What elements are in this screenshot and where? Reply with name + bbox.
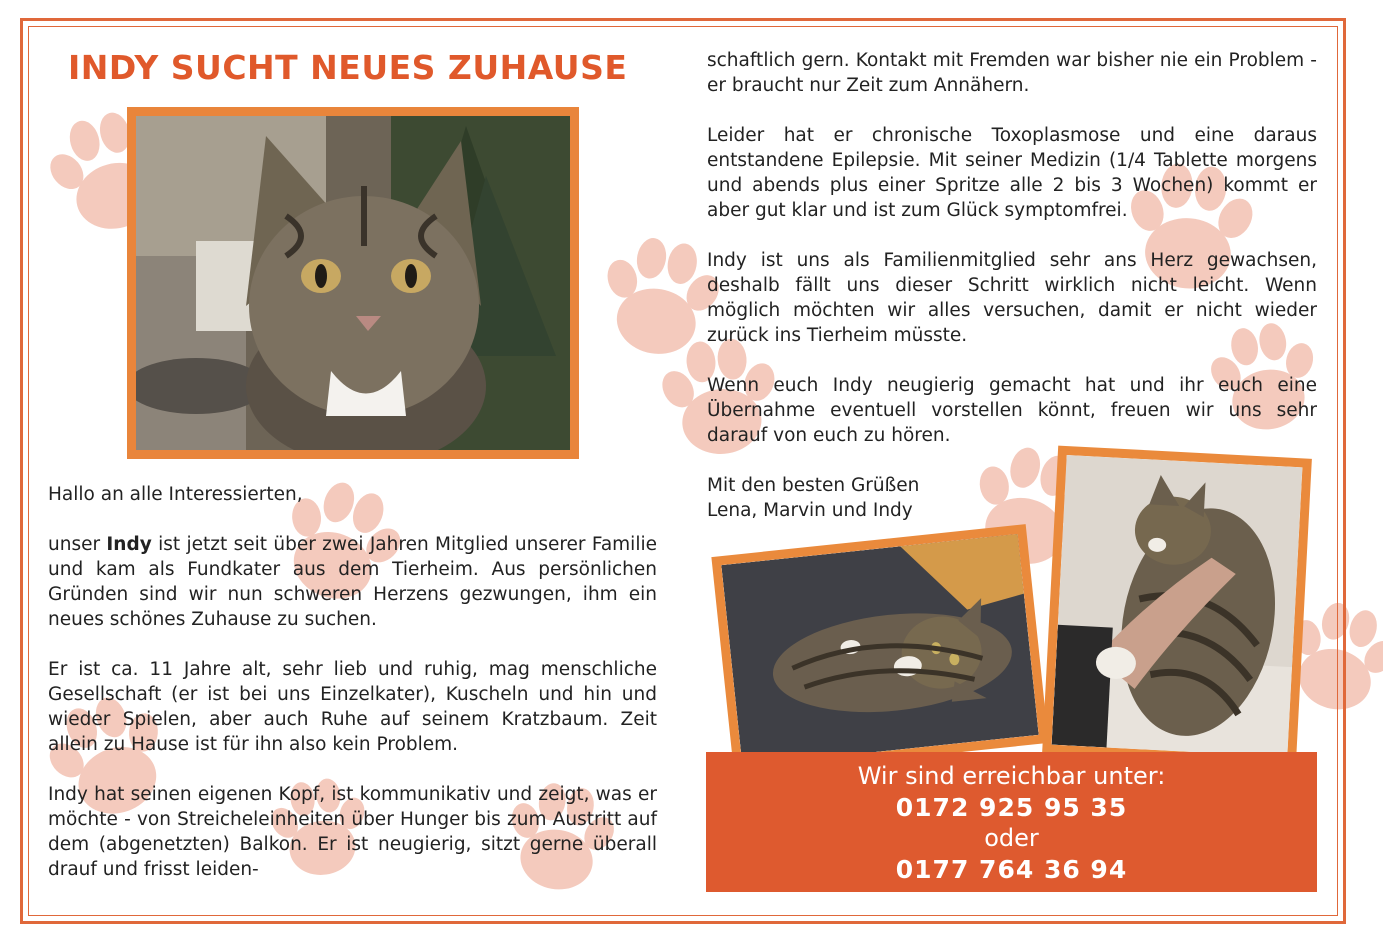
tabby-cat-portrait-icon — [136, 116, 570, 450]
character-paragraph: Indy hat seinen eigenen Kopf, ist kommunikativ und zeigt, was er möchte - von Streicheleinheiten über Hunger bis zum Austritt auf dem (abgenetzten) Balkon. Er ist neugierig, sitzt gerne überall drauf und frisst leiden- — [48, 784, 657, 880]
cat-on-couch-photo — [711, 524, 1048, 776]
health-paragraph: Leider hat er chronische Toxoplasmose und eine daraus entstandene Epilepsie. Mit seiner Medizin (1/4 Tablette morgens und abends plus einer Spritze alle 2 bis 3 Wochen) kommt er aber gut klar und ist zum Glück symptomfrei. — [707, 125, 1317, 221]
cat-being-petted-icon — [1052, 455, 1303, 757]
appeal-paragraph: Wenn euch Indy neugierig gemacht hat und ihr euch eine Übernahme eventuell vorstellen könnt, freuen wir uns sehr darauf von euch zu hören. — [707, 375, 1317, 446]
closing-line: Mit den besten Grüßen — [707, 475, 920, 496]
page-title: INDY SUCHT NEUES ZUHAUSE — [68, 48, 628, 87]
contact-label: Wir sind erreichbar unter: — [857, 762, 1166, 790]
signature: Lena, Marvin und Indy — [707, 500, 913, 521]
intro-paragraph — [48, 532, 657, 632]
phone-number-2[interactable]: 0177 764 36 94 — [895, 855, 1128, 884]
cat-portrait-photo — [127, 107, 579, 459]
cat-petted-photo — [1042, 446, 1312, 767]
intro-text-rest: ist jetzt seit über zwei Jahren Mitglied unserer Familie und kam als Fundkater aus dem Tierheim. Aus persönlichen Gründen sind wir nun schweren Herzens gezwungen, ihm ein neues schönes Zuhause zu suchen. — [48, 534, 657, 630]
family-paragraph: Indy ist uns als Familienmitglied sehr ans Herz gewachsen, deshalb fällt uns dieser Schritt wirklich nicht leicht. Wenn möglich möchten wir alles versuchen, damit er nicht wieder zurück ins Tierheim müsste. — [707, 250, 1317, 346]
age-paragraph: Er ist ca. 11 Jahre alt, sehr lieb und ruhig, mag menschliche Gesellschaft (er ist bei uns Einzelkater), Kuscheln und hin und wieder Spielen, aber auch Ruhe auf seinem Kratzbaum. Zeit allein zu Hause ist für ihn also kein Problem. — [48, 659, 657, 755]
left-text-column — [48, 482, 657, 907]
greeting: Hallo an alle Interessierten, — [48, 484, 303, 505]
cat-name: Indy — [106, 534, 152, 555]
phone-number-1[interactable]: 0172 925 95 35 — [895, 793, 1128, 822]
contact-box — [706, 752, 1317, 892]
contact-or: oder — [984, 824, 1039, 852]
continuation-paragraph: schaftlich gern. Kontakt mit Fremden war bisher nie ein Problem - er braucht nur Zeit zum Annähern. — [707, 50, 1317, 96]
intro-text-start: unser — [48, 534, 107, 555]
cat-lying-on-couch-icon — [721, 534, 1038, 766]
